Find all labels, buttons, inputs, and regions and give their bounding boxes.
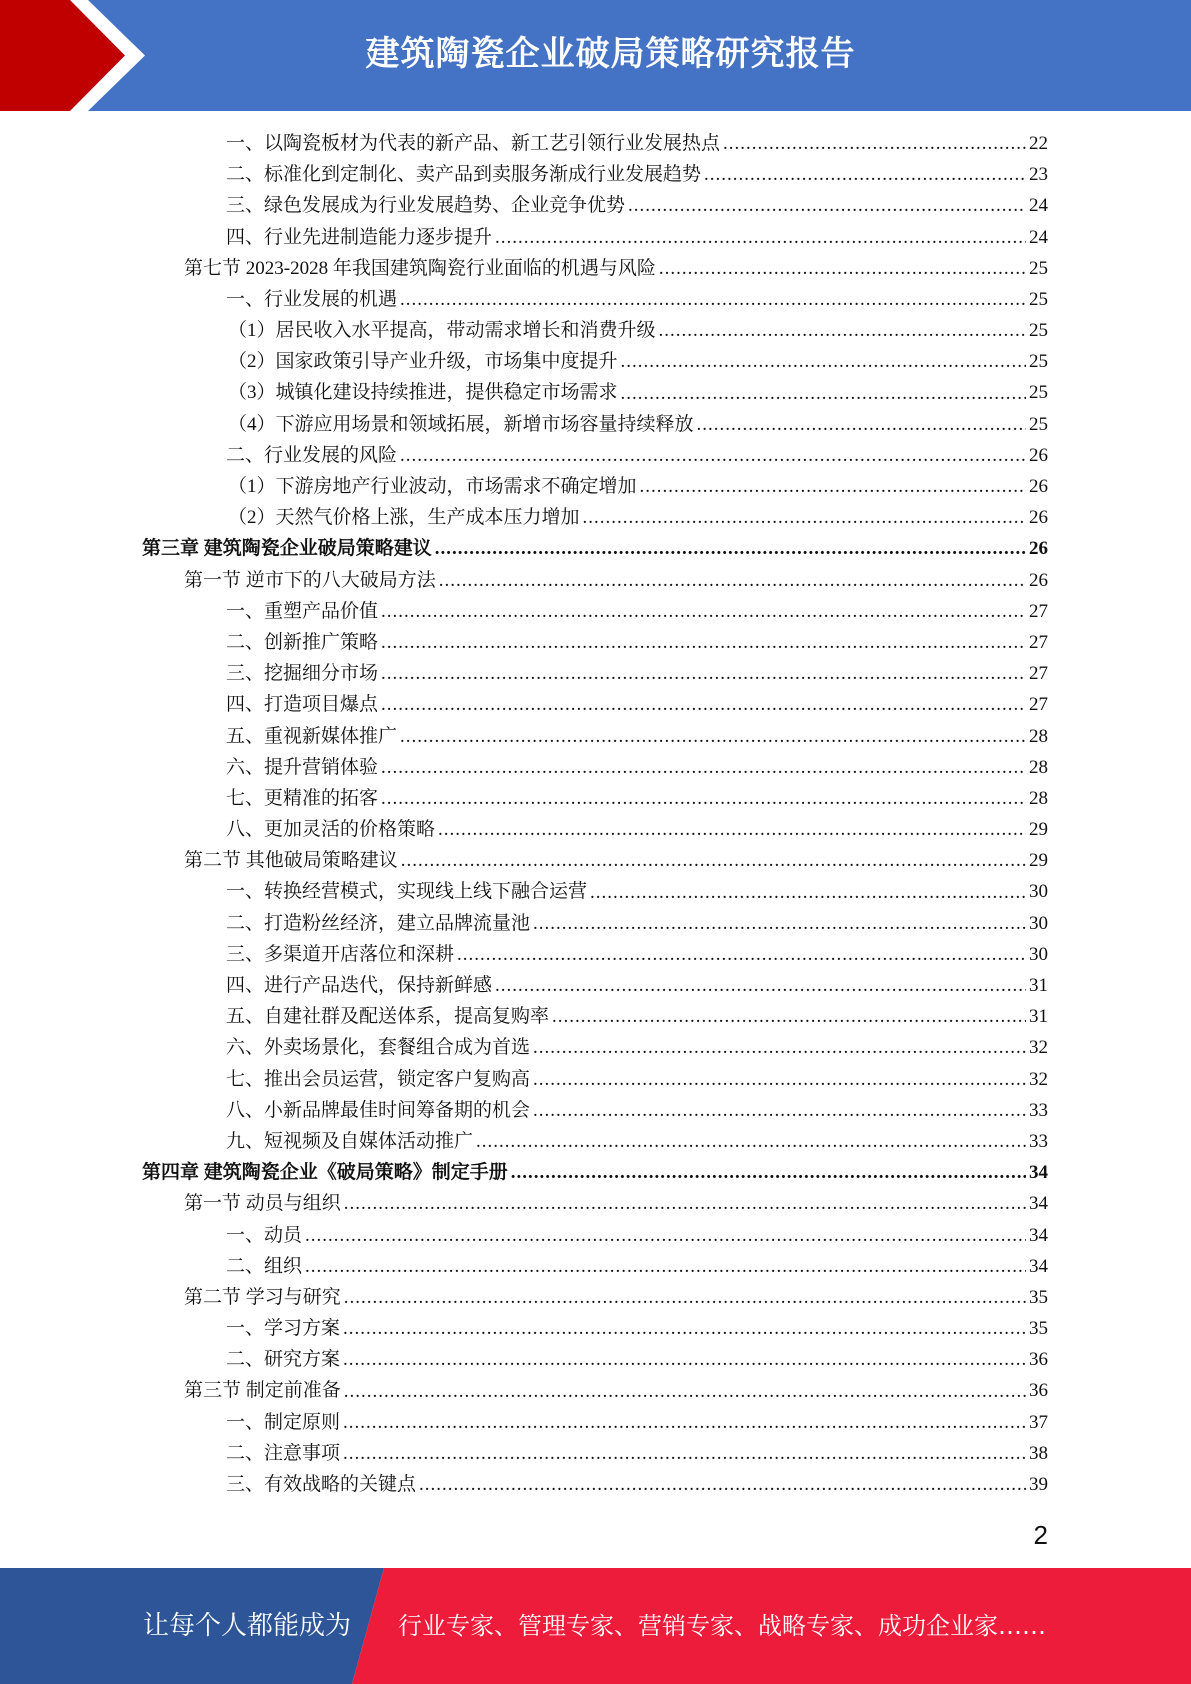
toc-leader-dots [697,409,1026,440]
toc-entry-page: 32 [1029,1068,1048,1090]
toc-entry-title: 一、制定原则 [226,1411,341,1433]
toc-entry-page: 22 [1029,132,1048,154]
toc-entry-page: 31 [1029,975,1048,997]
toc-entry[interactable] [140,783,1048,814]
toc-entry-page: 32 [1029,1037,1048,1059]
page-header [0,0,1191,111]
toc-entry[interactable] [140,939,1048,970]
toc-entry-page: 26 [1029,507,1048,529]
toc-entry-page: 24 [1029,226,1048,248]
toc-entry-title: 第一节 逆市下的八大破局方法 [184,569,436,591]
toc-leader-dots [381,596,1026,627]
toc-leader-dots [305,1220,1026,1251]
toc-entry-title: 一、学习方案 [226,1318,341,1340]
toc-entry[interactable] [140,658,1048,689]
toc-entry[interactable] [140,378,1048,409]
toc-entry-title: 第三章 建筑陶瓷企业破局策略建议 [142,538,432,560]
toc-entry[interactable] [140,970,1048,1001]
toc-entry[interactable] [140,253,1048,284]
toc-entry[interactable] [140,565,1048,596]
toc-leader-dots [533,908,1026,939]
toc-entry-page: 26 [1029,538,1048,560]
toc-entry-page: 35 [1029,1286,1048,1308]
toc-entry-page: 29 [1029,819,1048,841]
page-number: 2 [1033,1520,1048,1550]
toc-entry-page: 25 [1029,320,1048,342]
toc-leader-dots [305,1251,1026,1282]
toc-leader-dots [457,939,1026,970]
toc-entry[interactable] [140,440,1048,471]
toc-entry-page: 26 [1029,444,1048,466]
toc-leader-dots [621,346,1026,377]
toc-entry[interactable] [140,1251,1048,1282]
toc-entry-title: 三、绿色发展成为行业发展趋势、企业竞争优势 [226,195,626,217]
toc-entry-page: 25 [1029,351,1048,373]
toc-entry-page: 33 [1029,1130,1048,1152]
toc-entry-page: 30 [1029,943,1048,965]
toc-entry-title: （2）国家政策引导产业升级，市场集中度提升 [228,351,618,373]
toc-leader-dots [659,253,1026,284]
toc-leader-dots [435,533,1026,564]
toc-entry-page: 37 [1029,1411,1048,1433]
toc-entry[interactable] [140,471,1048,502]
toc-entry-page: 30 [1029,912,1048,934]
toc-entry-page: 25 [1029,413,1048,435]
toc-entry-title: （3）城镇化建设持续推进，提供稳定市场需求 [228,382,618,404]
toc-entry-page: 24 [1029,195,1048,217]
toc-entry-title: 五、自建社群及配送体系，提高复购率 [226,1006,550,1028]
toc-entry-title: 六、外卖场景化，套餐组合成为首选 [226,1037,531,1059]
toc-leader-dots [723,128,1026,159]
toc-entry[interactable] [140,159,1048,190]
toc-entry-title: 第二节 学习与研究 [184,1286,341,1308]
toc-entry-title: 第二节 其他破局策略建议 [184,850,398,872]
toc-entry-page: 33 [1029,1099,1048,1121]
toc-leader-dots [590,877,1026,908]
toc-entry[interactable] [140,409,1048,440]
toc-entry[interactable] [140,721,1048,752]
toc-entry-title: 七、更精准的拓客 [226,787,379,809]
toc-entry-title: 第四章 建筑陶瓷企业《破局策略》制定手册 [142,1162,508,1184]
header-arrow-decoration [0,0,160,111]
toc-entry-title: 五、重视新媒体推广 [226,725,398,747]
toc-entry[interactable] [140,877,1048,908]
toc-entry-page: 34 [1029,1224,1048,1246]
toc-leader-dots [381,627,1026,658]
toc-entry[interactable] [140,502,1048,533]
toc-entry-page: 29 [1029,850,1048,872]
toc-leader-dots [419,1469,1026,1500]
toc-entry-page: 36 [1029,1349,1048,1371]
toc-entry-title: 八、更加灵活的价格策略 [226,819,436,841]
toc-leader-dots [381,689,1026,720]
toc-leader-dots [344,1282,1026,1313]
toc-entry[interactable] [140,1064,1048,1095]
toc-entry[interactable] [140,222,1048,253]
toc-leader-dots [343,1407,1026,1438]
toc-entry-title: 第三节 制定前准备 [184,1380,341,1402]
toc-leader-dots [343,1344,1026,1375]
toc-entry-title: 七、推出会员运营，锁定客户复购高 [226,1068,531,1090]
toc-leader-dots [511,1157,1026,1188]
toc-entry[interactable] [140,533,1048,564]
toc-entry-title: 三、多渠道开店落位和深耕 [226,943,455,965]
toc-leader-dots [400,721,1026,752]
toc-entry[interactable] [140,752,1048,783]
toc-entry-title: （2）天然气价格上涨，生产成本压力增加 [228,507,580,529]
toc-entry[interactable] [140,814,1048,845]
toc-entry-page: 31 [1029,1006,1048,1028]
toc-entry[interactable] [140,1126,1048,1157]
toc-entry-title: 四、打造项目爆点 [226,694,379,716]
toc-leader-dots [400,284,1026,315]
toc-entry[interactable] [140,1469,1048,1500]
toc-entry[interactable] [140,908,1048,939]
toc-entry-page: 39 [1029,1474,1048,1496]
toc-entry[interactable] [140,1220,1048,1251]
toc-entry-title: 一、以陶瓷板材为代表的新产品、新工艺引领行业发展热点 [226,132,721,154]
toc-entry-page: 34 [1029,1193,1048,1215]
toc-leader-dots [401,845,1026,876]
toc-entry-title: 二、创新推广策略 [226,631,379,653]
toc-entry-page: 35 [1029,1318,1048,1340]
toc-leader-dots [583,502,1026,533]
toc-entry-title: 四、行业先进制造能力逐步提升 [226,226,493,248]
toc-leader-dots [439,565,1026,596]
toc-entry-page: 38 [1029,1442,1048,1464]
toc-entry[interactable] [140,1095,1048,1126]
toc-entry-page: 27 [1029,694,1048,716]
toc-entry[interactable] [140,627,1048,658]
toc-entry-page: 28 [1029,787,1048,809]
toc-leader-dots [381,658,1026,689]
toc-entry-title: 二、研究方案 [226,1349,341,1371]
toc-entry-title: 六、提升营销体验 [226,756,379,778]
toc-entry[interactable] [140,315,1048,346]
toc-entry-page: 34 [1029,1255,1048,1277]
toc-leader-dots [476,1126,1026,1157]
toc-entry-title: 三、有效战略的关键点 [226,1474,417,1496]
toc-leader-dots [533,1064,1026,1095]
toc-entry-page: 28 [1029,756,1048,778]
toc-entry[interactable] [140,1001,1048,1032]
toc-entry-title: （4）下游应用场景和领域拓展，新增市场容量持续释放 [228,413,694,435]
toc-entry-page: 30 [1029,881,1048,903]
toc-leader-dots [381,752,1026,783]
toc-leader-dots [344,1376,1026,1407]
table-of-contents [140,128,1048,1500]
toc-leader-dots [343,1313,1026,1344]
toc-entry-page: 36 [1029,1380,1048,1402]
toc-entry[interactable] [140,1313,1048,1344]
toc-entry-title: 二、注意事项 [226,1442,341,1464]
toc-entry[interactable] [140,1438,1048,1469]
toc-entry-title: 第七节 2023-2028 年我国建筑陶瓷行业面临的机遇与风险 [184,257,656,279]
toc-entry-page: 34 [1029,1162,1048,1184]
toc-entry-title: 一、转换经营模式，实现线上线下融合运营 [226,881,588,903]
toc-leader-dots [343,1438,1026,1469]
toc-entry[interactable] [140,128,1048,159]
toc-entry-page: 27 [1029,600,1048,622]
toc-leader-dots [533,1095,1026,1126]
toc-entry-page: 23 [1029,164,1048,186]
toc-entry[interactable] [140,346,1048,377]
toc-leader-dots [621,378,1026,409]
toc-entry[interactable] [140,1344,1048,1375]
toc-leader-dots [381,783,1026,814]
toc-leader-dots [659,315,1026,346]
toc-entry[interactable] [140,284,1048,315]
footer-slogan: 让每个人都能成为 [143,1611,352,1641]
toc-leader-dots [438,814,1026,845]
toc-entry[interactable] [140,1157,1048,1188]
toc-entry-title: 一、行业发展的机遇 [226,288,398,310]
toc-leader-dots [495,970,1026,1001]
toc-entry[interactable] [140,845,1048,876]
toc-leader-dots [400,440,1026,471]
toc-entry[interactable] [140,1032,1048,1063]
toc-leader-dots [344,1188,1026,1219]
page-footer [0,1568,1191,1684]
toc-leader-dots [640,471,1026,502]
toc-entry-title: （1）下游房地产行业波动，市场需求不确定增加 [228,476,637,498]
toc-entry-title: 八、小新品牌最佳时间筹备期的机会 [226,1099,531,1121]
toc-entry[interactable] [140,689,1048,720]
toc-leader-dots [552,1001,1026,1032]
toc-leader-dots [495,222,1026,253]
toc-leader-dots [704,159,1026,190]
toc-entry-title: 一、动员 [226,1224,303,1246]
toc-entry-page: 27 [1029,631,1048,653]
toc-entry-title: 二、组织 [226,1255,303,1277]
report-title: 建筑陶瓷企业破局策略研究报告 [365,34,856,74]
toc-entry-page: 26 [1029,476,1048,498]
toc-entry-page: 25 [1029,257,1048,279]
toc-entry[interactable] [140,1407,1048,1438]
toc-entry[interactable] [140,190,1048,221]
toc-entry-title: 二、打造粉丝经济，建立品牌流量池 [226,912,531,934]
toc-leader-dots [533,1032,1026,1063]
toc-entry[interactable] [140,1188,1048,1219]
toc-entry-title: 四、进行产品迭代，保持新鲜感 [226,975,493,997]
toc-entry[interactable] [140,1282,1048,1313]
toc-entry-page: 28 [1029,725,1048,747]
toc-entry-title: 三、挖掘细分市场 [226,663,379,685]
toc-entry[interactable] [140,596,1048,627]
toc-entry-title: 九、短视频及自媒体活动推广 [226,1130,474,1152]
toc-entry-page: 25 [1029,382,1048,404]
toc-entry-title: 第一节 动员与组织 [184,1193,341,1215]
toc-entry-title: 二、行业发展的风险 [226,444,398,466]
toc-leader-dots [628,190,1026,221]
toc-entry-page: 27 [1029,663,1048,685]
toc-entry-title: （1）居民收入水平提高，带动需求增长和消费升级 [228,320,656,342]
toc-entry-title: 二、标准化到定制化、卖产品到卖服务渐成行业发展趋势 [226,164,702,186]
footer-roles: 行业专家、管理专家、营销专家、战略专家、成功企业家…… [398,1612,1046,1640]
toc-entry-page: 26 [1029,569,1048,591]
toc-entry-page: 25 [1029,288,1048,310]
toc-entry[interactable] [140,1376,1048,1407]
toc-entry-title: 一、重塑产品价值 [226,600,379,622]
